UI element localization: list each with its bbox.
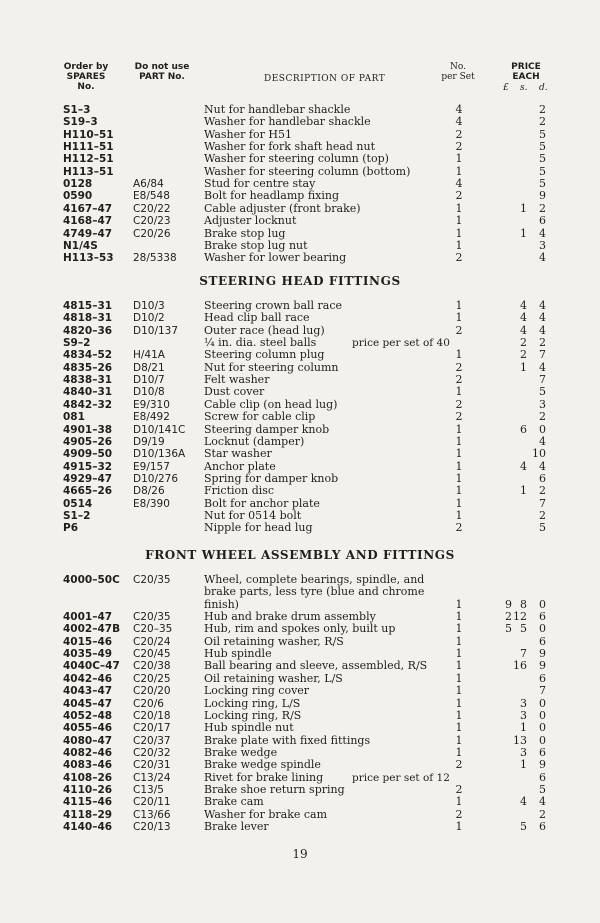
price-pence: 5 <box>539 164 546 178</box>
old-part-number: 28/5338 <box>133 252 177 265</box>
order-number: H111–51 <box>63 141 114 154</box>
old-part-number: A6/84 <box>133 178 164 191</box>
price-shillings: 13 <box>513 733 527 747</box>
price-pence: 4 <box>539 323 546 337</box>
part-description: Brake lever <box>204 820 269 833</box>
part-description: Washer for fork shaft head nut <box>204 140 376 154</box>
price-shillings: 1 <box>520 484 527 498</box>
quantity-per-set: 1 <box>455 795 463 809</box>
per-set-no-label: No. <box>450 62 466 72</box>
part-description: Hub, rim and spokes only, built up <box>204 622 396 636</box>
price-pence: 0 <box>539 733 546 747</box>
part-description: Adjuster locknut <box>204 214 297 228</box>
order-number: 4915–32 <box>63 460 113 473</box>
price-shillings: 7 <box>520 647 527 661</box>
part-description: Washer for H51 <box>204 127 292 141</box>
old-part-number: C20/11 <box>133 796 171 809</box>
old-part-number: C20/13 <box>133 821 171 833</box>
price-shillings: 4 <box>520 459 527 473</box>
quantity-per-set: 1 <box>455 434 463 448</box>
price-pence: 9 <box>539 758 546 772</box>
order-number: H113–53 <box>63 252 114 265</box>
part-description: Washer for brake cam <box>204 807 328 821</box>
order-number: 4035–49 <box>63 648 113 661</box>
price-pence: 5 <box>539 140 546 154</box>
old-part-number: C20/17 <box>133 722 171 735</box>
price-shillings: 1 <box>520 201 527 215</box>
part-description: Hub spindle <box>204 647 272 661</box>
part-description: Brake wedge <box>204 745 278 759</box>
each-label: EACH <box>512 72 540 82</box>
quantity-per-set: 1 <box>455 745 463 759</box>
quantity-per-set: 2 <box>455 782 463 796</box>
part-description: Brake stop lug nut <box>204 238 308 252</box>
price-pence: 5 <box>539 152 546 166</box>
price-pence: 0 <box>539 422 546 436</box>
part-row <box>0 820 600 834</box>
price-pence: 4 <box>539 360 546 374</box>
quantity-per-set: 1 <box>455 671 463 685</box>
price-pence: 6 <box>539 820 546 833</box>
quantity-per-set: 1 <box>455 659 463 673</box>
price-shillings: 3 <box>520 745 527 759</box>
price-pence: 4 <box>539 226 546 240</box>
price-pence: 0 <box>539 696 546 710</box>
order-number: 4042–46 <box>63 672 113 685</box>
part-description: Locking ring, L/S <box>204 696 301 710</box>
do-not-use-header <box>128 62 196 82</box>
part-description: Steering column plug <box>204 348 325 362</box>
price-pence: 4 <box>539 459 546 473</box>
part-description: Screw for cable clip <box>204 410 316 424</box>
price-shillings: 5 <box>520 622 527 636</box>
order-number: 4043–47 <box>63 685 113 698</box>
price-shillings: 6 <box>520 422 527 436</box>
price-label: PRICE <box>511 62 541 72</box>
part-description: Bolt for anchor plate <box>204 496 320 510</box>
order-number: 0514 <box>63 497 93 510</box>
order-number: S1–2 <box>63 509 91 522</box>
part-description: Nut for 0514 bolt <box>204 508 302 522</box>
order-number: 081 <box>63 411 85 424</box>
part-description: Nut for steering column <box>204 360 339 374</box>
order-by-label: Order by <box>63 62 109 72</box>
part-row <box>0 521 600 535</box>
quantity-per-set: 2 <box>455 397 463 411</box>
part-description: Wheel, complete bearings, spindle, and <box>204 573 425 586</box>
quantity-per-set: 1 <box>455 164 463 178</box>
price-pence: 5 <box>539 385 546 399</box>
price-pence: 7 <box>539 496 546 510</box>
quantity-per-set: 1 <box>455 684 463 698</box>
order-number: 4082–46 <box>63 746 113 759</box>
order-number: 4665–26 <box>63 485 113 498</box>
part-description: Spring for damper knob <box>204 471 339 485</box>
order-number: 4001–47 <box>63 611 113 624</box>
spares-label: SPARES <box>66 72 106 82</box>
order-number: 4834–52 <box>63 349 113 362</box>
part-description: Steering crown ball race <box>204 299 343 312</box>
old-part-number: C20/37 <box>133 734 171 747</box>
section-title: FRONT WHEEL ASSEMBLY AND FITTINGS <box>145 548 455 562</box>
price-pence: 6 <box>539 471 546 485</box>
quantity-per-set: 1 <box>455 696 463 710</box>
do-not-use-label: Do not use <box>134 62 190 72</box>
old-part-number: C20/22 <box>133 202 171 215</box>
price-shillings: 8 <box>520 597 527 611</box>
quantity-per-set: 1 <box>455 422 463 436</box>
quantity-per-set: 2 <box>455 127 463 141</box>
quantity-per-set: 1 <box>455 385 463 399</box>
price-pence: 5 <box>539 127 546 141</box>
old-part-number: D8/26 <box>133 485 165 498</box>
old-part-number: D10/8 <box>133 386 165 399</box>
part-description: Cable adjuster (front brake) <box>204 201 361 215</box>
part-row <box>0 251 600 265</box>
old-part-number: C13/5 <box>133 783 164 796</box>
quantity-per-set: 1 <box>455 721 463 735</box>
part-description: Steering damper knob <box>204 422 330 436</box>
old-part-number: C20/20 <box>133 685 171 698</box>
quantity-per-set: 1 <box>455 496 463 510</box>
old-part-number: C20–35 <box>133 623 173 636</box>
price-pence: 2 <box>539 115 546 129</box>
price-pence: 0 <box>539 708 546 722</box>
old-part-number: C20/38 <box>133 660 171 673</box>
part-description: brake parts, less tyre (blue and chrome <box>204 585 425 599</box>
quantity-per-set: 2 <box>455 251 463 265</box>
price-note: price per set of 40 <box>352 337 450 350</box>
price-pence: 4 <box>539 795 546 809</box>
price-pence: 3 <box>539 397 546 411</box>
price-pence: 2 <box>539 508 546 522</box>
old-part-number: D10/7 <box>133 374 165 387</box>
quantity-per-set: 1 <box>455 508 463 522</box>
part-description: Washer for lower bearing <box>204 251 347 265</box>
order-number: 4840–31 <box>63 386 113 399</box>
order-number: H112–51 <box>63 153 114 166</box>
price-pence: 6 <box>539 214 546 228</box>
order-number: N1/4S <box>63 239 98 252</box>
order-number: S19–3 <box>63 116 98 129</box>
old-part-number: C20/25 <box>133 672 171 685</box>
quantity-per-set: 2 <box>455 140 463 154</box>
part-description: Brake shoe return spring <box>204 782 345 796</box>
part-description: Washer for steering column (bottom) <box>204 164 411 178</box>
part-description: Rivet for brake lining <box>204 770 324 784</box>
order-number: 4040C–47 <box>63 660 120 673</box>
quantity-per-set: 1 <box>455 708 463 722</box>
price-pence: 5 <box>539 521 546 535</box>
order-by-header <box>56 62 116 92</box>
order-number: 4820–36 <box>63 324 113 337</box>
price-pence: 5 <box>539 177 546 191</box>
part-description: Brake cam <box>204 795 264 809</box>
per-set-header <box>440 62 476 82</box>
quantity-per-set: 4 <box>455 103 463 116</box>
price-pence: 6 <box>539 671 546 685</box>
order-number: 4115–46 <box>63 796 113 809</box>
quantity-per-set: 1 <box>455 610 463 624</box>
price-shillings: 5 <box>520 820 527 833</box>
old-part-number: D10/3 <box>133 300 165 312</box>
order-number: 4838–31 <box>63 374 113 387</box>
price-shillings: 1 <box>520 360 527 374</box>
price-shillings: 2 <box>520 336 527 350</box>
price-header <box>496 62 556 82</box>
price-shillings: 4 <box>520 311 527 325</box>
price-pence: 7 <box>539 348 546 362</box>
quantity-per-set: 1 <box>455 471 463 485</box>
quantity-per-set: 1 <box>455 622 463 636</box>
part-description: Hub and brake drum assembly <box>204 610 376 624</box>
old-part-number: C20/35 <box>133 574 171 586</box>
old-part-number: E8/390 <box>133 497 170 510</box>
part-description: Oil retaining washer, R/S <box>204 634 344 648</box>
price-shillings: 12 <box>513 610 527 624</box>
part-description: Locking ring, R/S <box>204 708 302 722</box>
old-part-number: C20/6 <box>133 697 164 710</box>
price-pence: 9 <box>539 189 546 203</box>
old-part-number: H/41A <box>133 349 165 362</box>
price-shillings: 16 <box>513 659 527 673</box>
order-number: 4909–50 <box>63 448 113 461</box>
price-pounds: 5 <box>505 622 512 636</box>
part-description: Star washer <box>204 447 272 461</box>
part-description: Nipple for head lug <box>204 521 313 535</box>
old-part-number: D10/137 <box>133 324 179 337</box>
price-shillings: 3 <box>520 708 527 722</box>
old-part-number: C20/32 <box>133 746 171 759</box>
price-pence: 5 <box>539 782 546 796</box>
order-number: 4000–50C <box>63 574 120 586</box>
price-pence: 7 <box>539 684 546 698</box>
part-description: Friction disc <box>204 484 275 498</box>
pence-label: d. <box>539 83 548 93</box>
part-description: Nut for handlebar shackle <box>204 103 351 116</box>
quantity-per-set: 1 <box>455 484 463 498</box>
quantity-per-set: 1 <box>455 311 463 325</box>
order-number: 4055–46 <box>63 722 113 735</box>
old-part-number: C20/23 <box>133 215 171 228</box>
quantity-per-set: 1 <box>455 299 463 312</box>
order-number: 4083–46 <box>63 759 113 772</box>
per-set-label: per Set <box>441 72 475 82</box>
order-number: 4901–38 <box>63 423 113 436</box>
quantity-per-set: 1 <box>455 226 463 240</box>
quantity-per-set: 1 <box>455 447 463 461</box>
order-number: 4108–26 <box>63 771 113 784</box>
price-shillings: 4 <box>520 323 527 337</box>
old-part-number: D8/21 <box>133 361 165 374</box>
quantity-per-set: 2 <box>455 758 463 772</box>
order-number: 4045–47 <box>63 697 113 710</box>
price-pence: 2 <box>539 201 546 215</box>
section-title: STEERING HEAD FITTINGS <box>199 274 401 288</box>
quantity-per-set: 2 <box>455 360 463 374</box>
quantity-per-set: 4 <box>455 177 463 191</box>
price-pence: 9 <box>539 659 546 673</box>
price-pence: 0 <box>539 597 546 611</box>
part-description: Dust cover <box>204 385 265 399</box>
old-part-number: D10/276 <box>133 472 179 485</box>
price-pence: 2 <box>539 336 546 350</box>
order-number: 4815–31 <box>63 300 113 312</box>
order-number: 4140–46 <box>63 821 113 833</box>
price-pence: 2 <box>539 410 546 424</box>
quantity-per-set: 2 <box>455 521 463 535</box>
price-pence: 6 <box>539 634 546 648</box>
price-pence: 0 <box>539 622 546 636</box>
order-number: H113–51 <box>63 165 114 178</box>
part-description: ¼ in. dia. steel balls <box>204 336 317 350</box>
order-number: 4749–47 <box>63 227 113 240</box>
order-number: 4835–26 <box>63 361 113 374</box>
quantity-per-set: 1 <box>455 634 463 648</box>
price-pence: 2 <box>539 103 546 116</box>
old-part-number: C20/31 <box>133 759 171 772</box>
quantity-per-set: 1 <box>455 647 463 661</box>
price-shillings: 2 <box>520 348 527 362</box>
pound-label: £ <box>503 83 509 93</box>
order-number: 4080–47 <box>63 734 113 747</box>
order-number: H110–51 <box>63 128 114 141</box>
part-description: Head clip ball race <box>204 311 310 325</box>
quantity-per-set: 2 <box>455 410 463 424</box>
part-description: Oil retaining washer, L/S <box>204 671 343 685</box>
quantity-per-set: 2 <box>455 189 463 203</box>
order-number: 4905–26 <box>63 435 113 448</box>
price-pence: 0 <box>539 721 546 735</box>
part-description: Outer race (head lug) <box>204 323 325 337</box>
order-number: 4818–31 <box>63 312 113 325</box>
price-pence: 4 <box>539 299 546 312</box>
old-part-number: E8/492 <box>133 411 170 424</box>
old-part-number: E9/310 <box>133 398 170 411</box>
price-pence: 6 <box>539 770 546 784</box>
old-part-number: C20/26 <box>133 227 171 240</box>
order-number: 0590 <box>63 190 93 203</box>
quantity-per-set: 1 <box>455 820 463 833</box>
part-description: Anchor plate <box>204 459 276 473</box>
price-pounds: 9 <box>505 597 512 611</box>
price-pence: 4 <box>539 434 546 448</box>
price-pounds: 2 <box>505 610 512 624</box>
old-part-number: E9/157 <box>133 460 170 473</box>
part-description: Felt washer <box>204 373 270 387</box>
order-number: 4110–26 <box>63 783 113 796</box>
price-pence: 7 <box>539 373 546 387</box>
part-description: Ball bearing and sleeve, assembled, R/S <box>204 659 428 673</box>
order-number: 0128 <box>63 178 93 191</box>
price-pence: 4 <box>539 311 546 325</box>
price-pence: 2 <box>539 807 546 821</box>
part-description: finish) <box>204 597 239 611</box>
price-pence: 10 <box>532 447 546 461</box>
price-shillings: 1 <box>520 721 527 735</box>
no-label: No. <box>77 82 95 92</box>
quantity-per-set: 1 <box>455 733 463 747</box>
price-shillings: 3 <box>520 696 527 710</box>
old-part-number: C13/66 <box>133 808 171 821</box>
order-number: S9–2 <box>63 337 91 350</box>
part-description: Locknut (damper) <box>204 434 305 448</box>
old-part-number: C20/24 <box>133 635 171 648</box>
price-pence: 9 <box>539 647 546 661</box>
quantity-per-set: 1 <box>455 214 463 228</box>
part-description: Washer for steering column (top) <box>204 152 389 166</box>
order-number: S1–3 <box>63 104 91 116</box>
part-no-label: PART No. <box>139 72 185 82</box>
part-description: Brake wedge spindle <box>204 758 321 772</box>
price-note: price per set of 12 <box>352 771 450 784</box>
price-pence: 3 <box>539 238 546 252</box>
old-part-number: C20/35 <box>133 611 171 624</box>
part-description: Locking ring cover <box>204 684 310 698</box>
part-description: Stud for centre stay <box>204 177 316 191</box>
price-shillings: 1 <box>520 226 527 240</box>
price-pence: 2 <box>539 484 546 498</box>
old-part-number: E8/548 <box>133 190 170 203</box>
quantity-per-set: 1 <box>455 597 463 611</box>
price-pence: 6 <box>539 610 546 624</box>
old-part-number: C13/24 <box>133 771 171 784</box>
old-part-number: D10/141C <box>133 423 186 436</box>
price-shillings: 1 <box>520 758 527 772</box>
order-number: 4002–47B <box>63 623 121 636</box>
order-number: 4052–48 <box>63 709 113 722</box>
order-number: P6 <box>63 522 79 535</box>
quantity-per-set: 2 <box>455 807 463 821</box>
quantity-per-set: 2 <box>455 323 463 337</box>
price-pence: 6 <box>539 745 546 759</box>
quantity-per-set: 1 <box>455 152 463 166</box>
old-part-number: D10/2 <box>133 312 165 325</box>
description-header: DESCRIPTION OF PART <box>264 74 386 84</box>
old-part-number: C20/45 <box>133 648 171 661</box>
part-description: Brake stop lug <box>204 226 286 240</box>
quantity-per-set: 2 <box>455 373 463 387</box>
old-part-number: C20/18 <box>133 709 171 722</box>
order-number: 4167–47 <box>63 202 113 215</box>
part-description: Cable clip (on head lug) <box>204 397 338 411</box>
order-number: 4168–47 <box>63 215 113 228</box>
order-number: 4929–47 <box>63 472 113 485</box>
price-pence: 4 <box>539 251 546 265</box>
quantity-per-set: 1 <box>455 459 463 473</box>
order-number: 4118–29 <box>63 808 113 821</box>
quantity-per-set: 4 <box>455 115 463 129</box>
old-part-number: D9/19 <box>133 435 165 448</box>
part-description: Washer for handlebar shackle <box>204 115 371 129</box>
quantity-per-set: 1 <box>455 201 463 215</box>
order-number: 4842–32 <box>63 398 113 411</box>
part-description: Bolt for headlamp fixing <box>204 189 340 203</box>
order-number: 4015–46 <box>63 635 113 648</box>
quantity-per-set: 1 <box>455 238 463 252</box>
price-shillings: 4 <box>520 299 527 312</box>
price-shillings: 4 <box>520 795 527 809</box>
part-description: Brake plate with fixed fittings <box>204 733 371 747</box>
part-description: Hub spindle nut <box>204 721 294 735</box>
shillings-label: s. <box>520 83 528 93</box>
old-part-number: D10/136A <box>133 448 186 461</box>
quantity-per-set: 1 <box>455 348 463 362</box>
page-number: 19 <box>292 847 308 861</box>
